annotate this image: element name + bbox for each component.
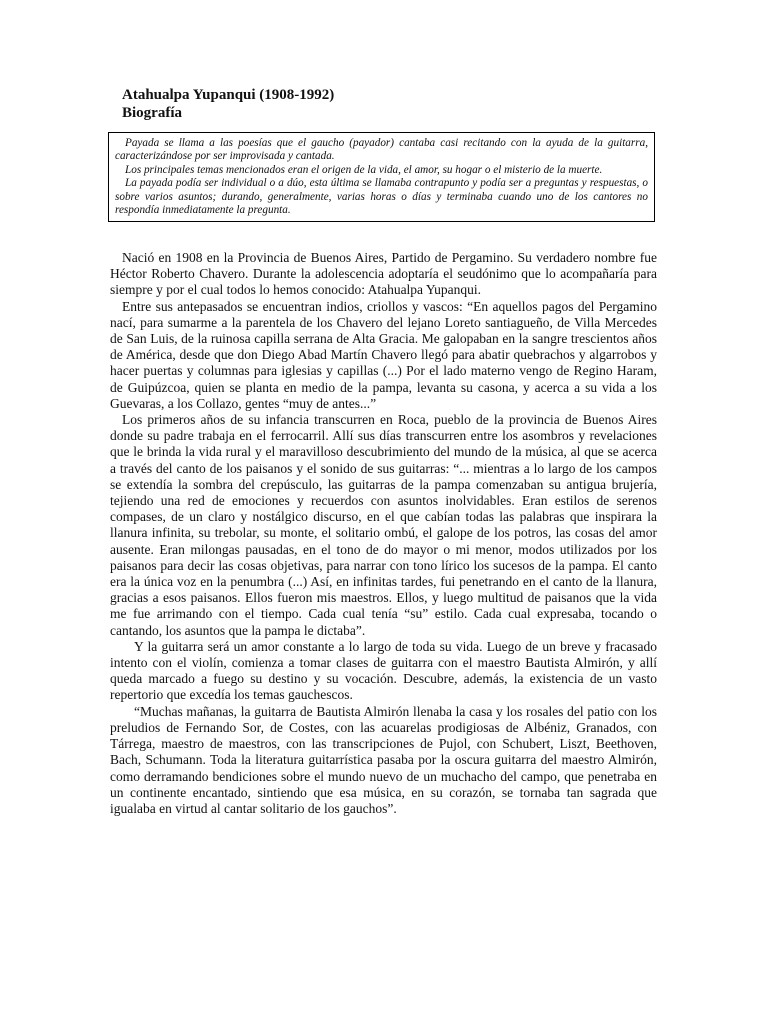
body-paragraph: Los primeros años de su infancia transcurren en Roca, pueblo de la provincia de Buenos Aires donde su padre trabaja en el ferrocarril. Allí sus días transcurren entre los asombros y revelaciones que le brinda la vida rural y el maravilloso descubrimiento del mundo de la música, al que se acerca a través del canto de los paisanos y el sonido de sus guitarras: “... mientras a lo largo de los campos se extendía la sombra del crepúsculo, las guitarras de la pampa comenzaban su antigua brujería, tejiendo una red de emociones y recuerdos con asuntos inolvidables. Eran estilos de serenos compases, de un claro y nostálgico discurso, en el que cabían todas las palabras que inspirara la llanura infinita, su trebolar, su monte, el solitario ombú, el galope de los potros, las cosas del amor ausente. Eran milongas pausadas, en el tono de do mayor o mi menor, modos utilizados por los paisanos para decir las cosas objetivas, para narrar con tono lírico los sucesos de la pampa. El canto era la única voz en la penumbra (...) Así, en infinitas tardes, fui penetrando en el canto de la llanura, gracias a esos paisanos. Ellos fueron mis maestros. Ellos, y luego multitud de paisanos que la vida me fue arrimando con el tiempo. Cada cual tenía “su” estilo. Cada cual expresaba, tocando o cantando, los asuntos que la pampa le dictaba”.	[110, 412, 657, 638]
box-paragraph: La payada podía ser individual o a dúo, esta última se llamaba contrapunto y podía ser a preguntas y respuestas, o sobre varios asuntos; durando, generalmente, varias horas o días y terminaba cuando uno de los cantores no respondía inmediatamente la pregunta.	[115, 177, 648, 217]
box-paragraph: Payada se llama a las poesías que el gaucho (payador) cantaba casi recitando con la ayuda de la guitarra, caracterizándose por ser improvisada y cantada.	[115, 137, 648, 163]
payada-definition-box	[108, 132, 655, 222]
document-title: Atahualpa Yupanqui (1908-1992)	[122, 87, 335, 103]
body-paragraph: Nació en 1908 en la Provincia de Buenos Aires, Partido de Pergamino. Su verdadero nombre fue Héctor Roberto Chavero. Durante la adolescencia adoptaría el seudónimo que lo acompañaría para siempre y por el cual todos lo hemos conocido: Atahualpa Yupanqui.	[110, 250, 657, 298]
body-paragraph: Entre sus antepasados se encuentran indios, criollos y vascos: “En aquellos pagos del Pergamino nací, para sumarme a la parentela de los Chavero del lejano Loreto santiagueño, de Villa Mercedes de San Luis, de la ruinosa capilla serrana de Alta Gracia. Me galopaban en la sangre trescientos años de América, desde que don Diego Abad Martín Chavero llegó para abatir quebrachos y algarrobos y hacer puertas y columnas para iglesias y capillas (...) Por el lado materno vengo de Regino Haram, de Guipúzcoa, quien se planta en medio de la pampa, levanta su casona, y acerca a su vida a los Guevaras, a los Collazo, gentes “muy de antes...”	[110, 298, 657, 411]
body-paragraph: “Muchas mañanas, la guitarra de Bautista Almirón llenaba la casa y los rosales del patio con los preludios de Fernando Sor, de Costes, con las acuarelas prodigiosas de Albéniz, Granados, con Tárrega, maestro de maestros, con las transcripciones de Pujol, con Schubert, Liszt, Beethoven, Bach, Schumann. Toda la literatura guitarrística pasaba por la oscura guitarra del maestro Almirón, como derramando bendiciones sobre el mundo nuevo de un muchacho del campo, que penetraba en un continente encantado, sintiendo que esa música, en su corazón, se tornaba tan sagrada que igualaba en virtud al cantar solitario de los gauchos”.	[110, 703, 657, 816]
document-header	[122, 86, 334, 122]
box-paragraph: Los principales temas mencionados eran el origen de la vida, el amor, su hogar o el misterio de la muerte.	[125, 163, 603, 176]
body-paragraph: Y la guitarra será un amor constante a lo largo de toda su vida. Luego de un breve y fracasado intento con el violín, comienza a tomar clases de guitarra con el maestro Bautista Almirón, y allí queda marcado a fuego su destino y su vocación. Descubre, además, la existencia de un vasto repertorio que excedía los temas gauchescos.	[110, 638, 657, 703]
document-subtitle: Biografía	[122, 105, 182, 121]
biography-body	[110, 250, 657, 817]
